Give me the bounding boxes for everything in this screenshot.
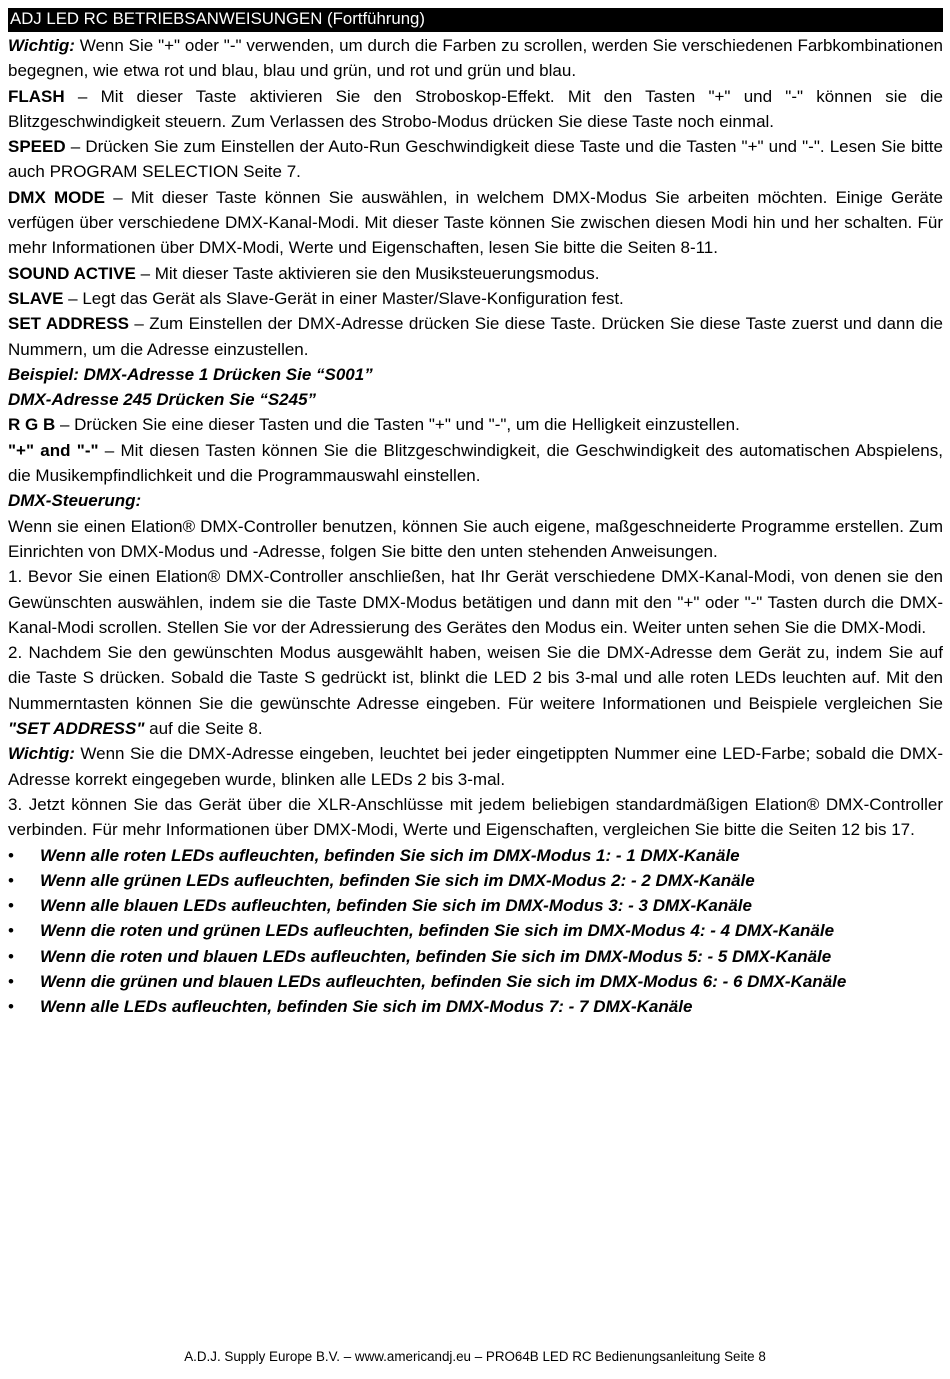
list-item: • Wenn die roten und blauen LEDs aufleuchten, befinden Sie sich im DMX-Modus 5: - 5 DMX-Kanäle [8, 944, 943, 969]
dmx-control-heading: DMX-Steuerung: [8, 491, 142, 511]
slave-label: SLAVE [8, 288, 64, 308]
example-line-1: Beispiel: DMX-Adresse 1 Drücken Sie “S001” [8, 364, 373, 384]
speed-label: SPEED [8, 137, 66, 157]
paragraph-text: – Mit diesen Tasten können Sie die Blitzgeschwindigkeit, die Geschwindigkeit des automatischen Abspielens, die Musikempfindlichkeit und die Programmauswahl einstellen. [8, 440, 943, 486]
paragraph-step-2 [8, 640, 943, 741]
bullet-icon: • [8, 921, 14, 941]
paragraph-text: – Legt das Gerät als Slave-Gerät in einer Master/Slave-Konfiguration fest. [68, 288, 624, 308]
bullet-icon: • [8, 971, 14, 991]
paragraph-text: Wenn Sie die DMX-Adresse eingeben, leuchtet bei jeder eingetippten Nummer eine LED-Farbe; sobald die DMX-Adresse korrekt eingegeben wurde, blinken alle LEDs 2 bis 3-mal. [8, 744, 943, 789]
paragraph-slave [8, 286, 943, 311]
paragraph-text: – Mit dieser Taste können Sie auswählen, in welchem DMX-Modus Sie arbeiten möchten. Einige Geräte verfügen über verschiedene DMX-Kanal-Modi. Mit dieser Taste können Sie zwischen diesen Modi hin und her schalten. Für mehr Informationen über DMX-Modi, Werte und Eigenschaften, lesen Sie bitte die Seiten 8-11. [8, 187, 943, 258]
plus-minus-label: "+" and "-" [8, 440, 99, 460]
paragraph-plus-minus [8, 438, 943, 489]
dmx-mode-list [8, 843, 943, 1020]
bullet-icon: • [8, 997, 14, 1017]
paragraph-speed [8, 134, 943, 185]
paragraph-text: – Drücken Sie eine dieser Tasten und die Tasten "+" und "-", um die Helligkeit einzustellen. [59, 415, 740, 435]
paragraph-text: Wenn Sie "+" oder "-" verwenden, um durch die Farben zu scrollen, werden Sie verschiedenen Farbkombinationen begegnen, wie etwa rot und blau, blau und grün, und rot und grün und blau. [8, 36, 943, 81]
bullet-icon: • [8, 870, 14, 890]
paragraph-step-3: 3. Jetzt können Sie das Gerät über die XLR-Anschlüsse mit jedem beliebigen standardmäßigen Elation® DMX-Controller verbinden. Für mehr Informationen über DMX-Modi, Werte und Eigenschaften, vergleichen Sie bitte die Seiten 12 bis 17. [8, 794, 943, 840]
flash-label: FLASH [8, 86, 65, 106]
paragraph-text: auf die Seite 8. [149, 719, 263, 739]
paragraph-important-note [8, 33, 943, 84]
paragraph-set-address [8, 311, 943, 362]
dmx-mode-label: DMX MODE [8, 187, 105, 207]
paragraph-text: – Zum Einstellen der DMX-Adresse drücken Sie diese Taste. Drücken Sie diese Taste zuerst und dann die Nummern, um die Adresse einzustellen. [8, 314, 943, 359]
paragraph-text: – Drücken Sie zum Einstellen der Auto-Run Geschwindigkeit diese Taste und die Tasten "+" und "-". Lesen Sie bitte auch PROGRAM SELECTION Seite 7. [8, 137, 943, 182]
bullet-icon: • [8, 946, 14, 966]
paragraph-text: 2. Nachdem Sie den gewünschten Modus ausgewählt haben, weisen Sie die DMX-Adresse dem Gerät zu, indem Sie auf die Taste S drücken. Sobald die Taste S gedrückt ist, blinkt die LED 2 bis 3-mal und alle roten LEDs leuchten auf. Mit den Nummerntasten können Sie die gewünschte Adresse eingeben. Für weitere Informationen und Beispiele vergleichen Sie [8, 643, 943, 713]
paragraph-rgb [8, 412, 943, 437]
list-item: • Wenn die roten und grünen LEDs aufleuchten, befinden Sie sich im DMX-Modus 4: - 4 DMX-Kanäle [8, 918, 943, 943]
important-label: Wichtig: [8, 744, 75, 764]
paragraph-dmx-mode [8, 185, 943, 261]
list-item: • Wenn alle roten LEDs aufleuchten, befinden Sie sich im DMX-Modus 1: - 1 DMX-Kanäle [8, 843, 943, 868]
paragraph-text: – Mit dieser Taste aktivieren sie den Musiksteuerungsmodus. [140, 263, 600, 283]
list-item: • Wenn alle LEDs aufleuchten, befinden Sie sich im DMX-Modus 7: - 7 DMX-Kanäle [8, 994, 943, 1019]
paragraph-dmx-intro: Wenn sie einen Elation® DMX-Controller benutzen, können Sie auch eigene, maßgeschneiderte Programme erstellen. Zum Einrichten von DMX-Modus und -Adresse, folgen Sie bitte den unten stehenden Anweisungen. [8, 516, 943, 561]
list-item: • Wenn alle blauen LEDs aufleuchten, befinden Sie sich im DMX-Modus 3: - 3 DMX-Kanäle [8, 893, 943, 918]
list-item: • Wenn die grünen und blauen LEDs aufleuchten, befinden Sie sich im DMX-Modus 6: - 6 DMX-Kanäle [8, 969, 943, 994]
important-label: Wichtig: [8, 36, 75, 55]
section-header: ADJ LED RC BETRIEBSANWEISUNGEN (Fortführung) [8, 8, 943, 32]
paragraph-step-1: 1. Bevor Sie einen Elation® DMX-Controller anschließen, hat Ihr Gerät verschiedene DMX-Kanal-Modi, von denen sie den Gewünschten auswählen, indem sie die Taste DMX-Modus betätigen und dann mit den "+" oder "-" Tasten durch die DMX-Kanal-Modi scrollen. Stellen Sie vor der Adressierung des Gerätes den Modus ein. Weiter unten sehen Sie die DMX-Modi. [8, 567, 943, 637]
paragraph-flash [8, 84, 943, 135]
document-page [8, 8, 943, 1020]
page-footer: A.D.J. Supply Europe B.V. – www.americandj.eu – PRO64B LED RC Bedienungsanleitung Seite 8 [184, 1349, 766, 1364]
bullet-icon: • [8, 845, 14, 865]
rgb-label: R G B [8, 415, 56, 435]
set-address-reference: "SET ADDRESS" [8, 719, 145, 739]
list-item: • Wenn alle grünen LEDs aufleuchten, befinden Sie sich im DMX-Modus 2: - 2 DMX-Kanäle [8, 868, 943, 893]
bullet-icon: • [8, 896, 14, 916]
paragraph-important-address [8, 741, 943, 792]
document-body [8, 33, 943, 1020]
sound-active-label: SOUND ACTIVE [8, 263, 136, 283]
paragraph-text: – Mit dieser Taste aktivieren Sie den Stroboskop-Effekt. Mit den Tasten "+" und "-" können sie die Blitzgeschwindigkeit steuern. Zum Verlassen des Strobo-Modus drücken Sie diese Taste noch einmal. [8, 86, 943, 131]
example-line-2: DMX-Adresse 245 Drücken Sie “S245” [8, 390, 317, 410]
set-address-label: SET ADDRESS [8, 314, 129, 334]
paragraph-sound-active [8, 261, 943, 286]
